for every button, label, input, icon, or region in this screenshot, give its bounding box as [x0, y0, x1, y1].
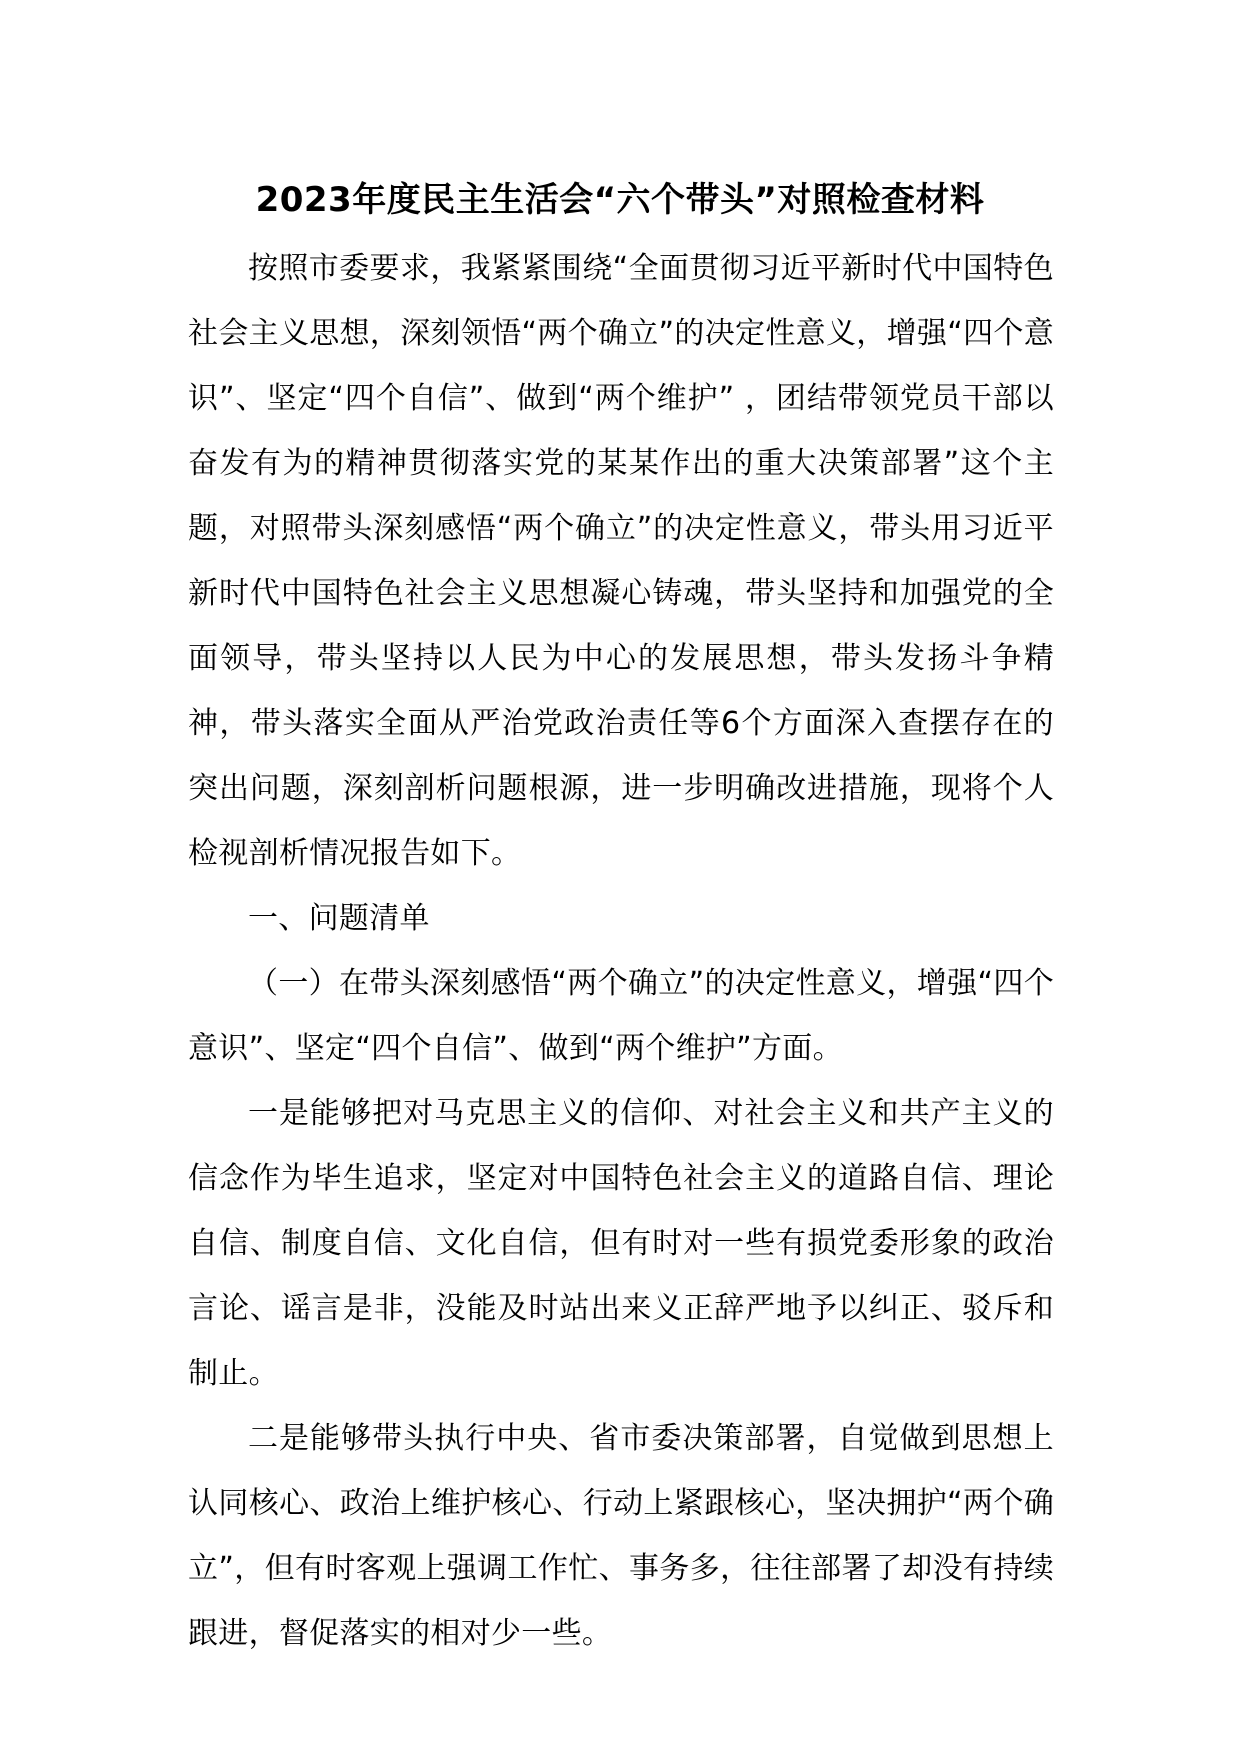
- issue-paragraph-2: 二是能够带头执行中央、省市委决策部署，自觉做到思想上认同核心、政治上维护核心、行动上紧跟核心，坚决拥护“两个确立”，但有时客观上强调工作忙、事务多，往往部署了却没有持续跟进，督促落实的相对少一些。: [188, 1421, 1054, 1651]
- document-title: 2023年度民主生活会“六个带头”对照检查材料: [255, 180, 985, 220]
- intro-paragraph: 按照市委要求，我紧紧围绕“全面贯彻习近平新时代中国特色社会主义思想，深刻领悟“两个确立”的决定性意义，增强“四个意识”、坚定“四个自信”、做到“两个维护” ，团结带领党员干部以奋发有为的精神贯彻落实党的某某作出的重大决策部署”这个主题，对照带头深刻感悟“两个确立”的决定性意义，带头用习近平新时代中国特色社会主义思想凝心铸魂，带头坚持和加强党的全面领导，带头坚持以人民为中心的发展思想，带头发扬斗争精神，带头落实全面从严治党政治责任等6个方面深入查摆存在的突出问题，深刻剖析问题根源，进一步明确改进措施，现将个人检视剖析情况报告如下。: [188, 251, 1054, 871]
- document-body: [188, 236, 1054, 1666]
- issue-paragraph-1: 一是能够把对马克思主义的信仰、对社会主义和共产主义的信念作为毕生追求，坚定对中国特色社会主义的道路自信、理论自信、制度自信、文化自信，但有时对一些有损党委形象的政治言论、谣言是非，没能及时站出来义正辞严地予以纠正、驳斥和制止。: [188, 1096, 1054, 1391]
- subsection-heading: （一）在带头深刻感悟“两个确立”的决定性意义，增强“四个意识”、坚定“四个自信”、做到“两个维护”方面。: [188, 966, 1054, 1066]
- section-heading: 一、问题清单: [248, 901, 430, 936]
